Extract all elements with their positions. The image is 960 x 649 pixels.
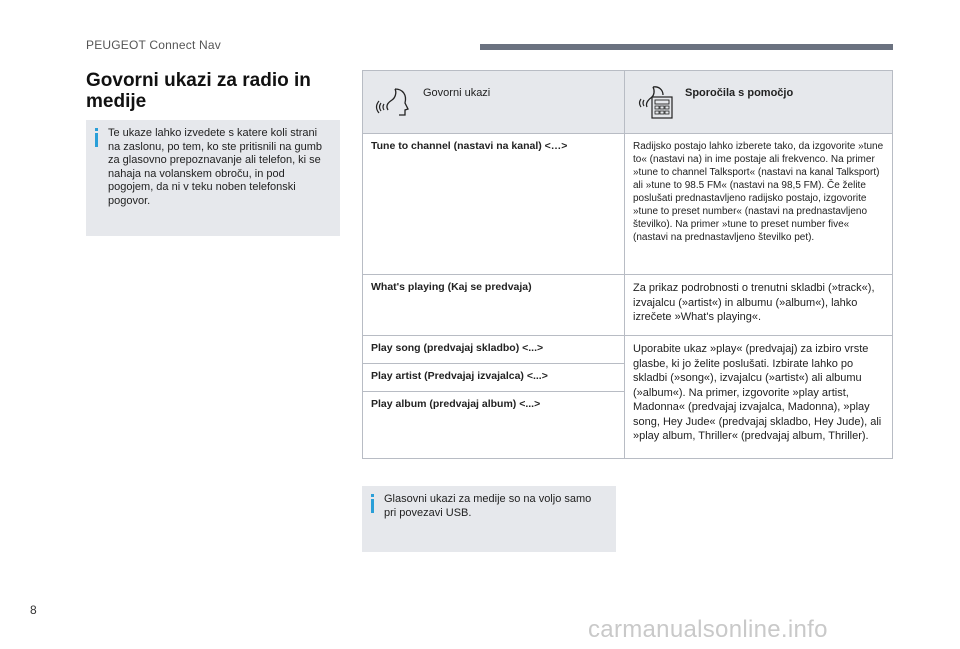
help-cell: Uporabite ukaz »play« (predvajaj) za izbiro vrste glasbe, ki jo želite poslušati. Izbirate lahko po skladbi (»song«), izvajalcu (»artist«) ali albumu (»album«). Na primer, izgovorite »play artist, Madonna« (predvajaj izvajalca, Madonna), »play song, Hey Jude« (predvajaj skladbo, Hey Jude), ali »play album, Thriller« (predvajaj album, Thriller). — [625, 336, 893, 459]
table-row — [363, 134, 893, 275]
media-note-text: Glasovni ukazi za medije so na voljo samo pri povezavi USB. — [384, 493, 592, 519]
col1-header-label: Govorni ukazi — [423, 87, 491, 99]
media-note-box — [362, 486, 616, 552]
info-note-box — [86, 120, 340, 236]
command-cell: Tune to channel (nastavi na kanal) <…> — [363, 134, 625, 275]
info-note-text: Te ukaze lahko izvedete s katere koli strani na zaslonu, po tem, ko ste pritisnili na gumb za glasovno prepoznavanje ali telefon, ki se nahaja na volanskem obroču, in pod pogojem, da ni v teku noben telefonski pogovor. — [108, 127, 323, 207]
table-header-help — [625, 71, 893, 134]
header-brand: PEUGEOT Connect Nav — [86, 38, 221, 52]
col2-header-label: Sporočila s pomočjo — [685, 87, 794, 99]
voice-commands-table — [362, 70, 893, 459]
voice-help-keypad-icon — [637, 83, 673, 119]
command-cell: Play artist (Predvajaj izvajalca) <...> — [363, 363, 625, 391]
info-marker-icon — [95, 128, 98, 147]
command-cell: Play album (predvajaj album) <...> — [363, 391, 625, 458]
command-cell: Play song (predvajaj skladbo) <...> — [363, 336, 625, 364]
watermark: carmanualsonline.info — [588, 616, 828, 643]
help-cell: Radijsko postajo lahko izberete tako, da izgovorite »tune to« (nastavi na) in ime postaje ali frekvenco. Na primer »tune to channel Talksport« (nastavi na kanal Talksport) ali »tune to 98.5 FM« (nastavi na 98,5 FM). Če želite poslušati prednastavljeno radijsko postajo, izgovorite »tune to preset number« (nastavi na prednastavljeno številko). Na primer »tune to preset number five« (nastavi na prednastavljeno številko pet). — [625, 134, 893, 275]
table-row — [363, 336, 893, 364]
table-row — [363, 275, 893, 336]
section-title: Govorni ukazi za radio in medije — [86, 70, 311, 112]
command-cell: What's playing (Kaj se predvaja) — [363, 275, 625, 336]
help-cell: Za prikaz podrobnosti o trenutni skladbi (»track«), izvajalcu (»artist«) in albumu (»album«), lahko izrečete »What's playing«. — [625, 275, 893, 336]
info-marker-icon — [371, 494, 374, 513]
table-header-commands — [363, 71, 625, 134]
voice-command-icon — [375, 83, 411, 119]
header-bar — [480, 44, 893, 50]
page-number: 8 — [30, 603, 37, 617]
